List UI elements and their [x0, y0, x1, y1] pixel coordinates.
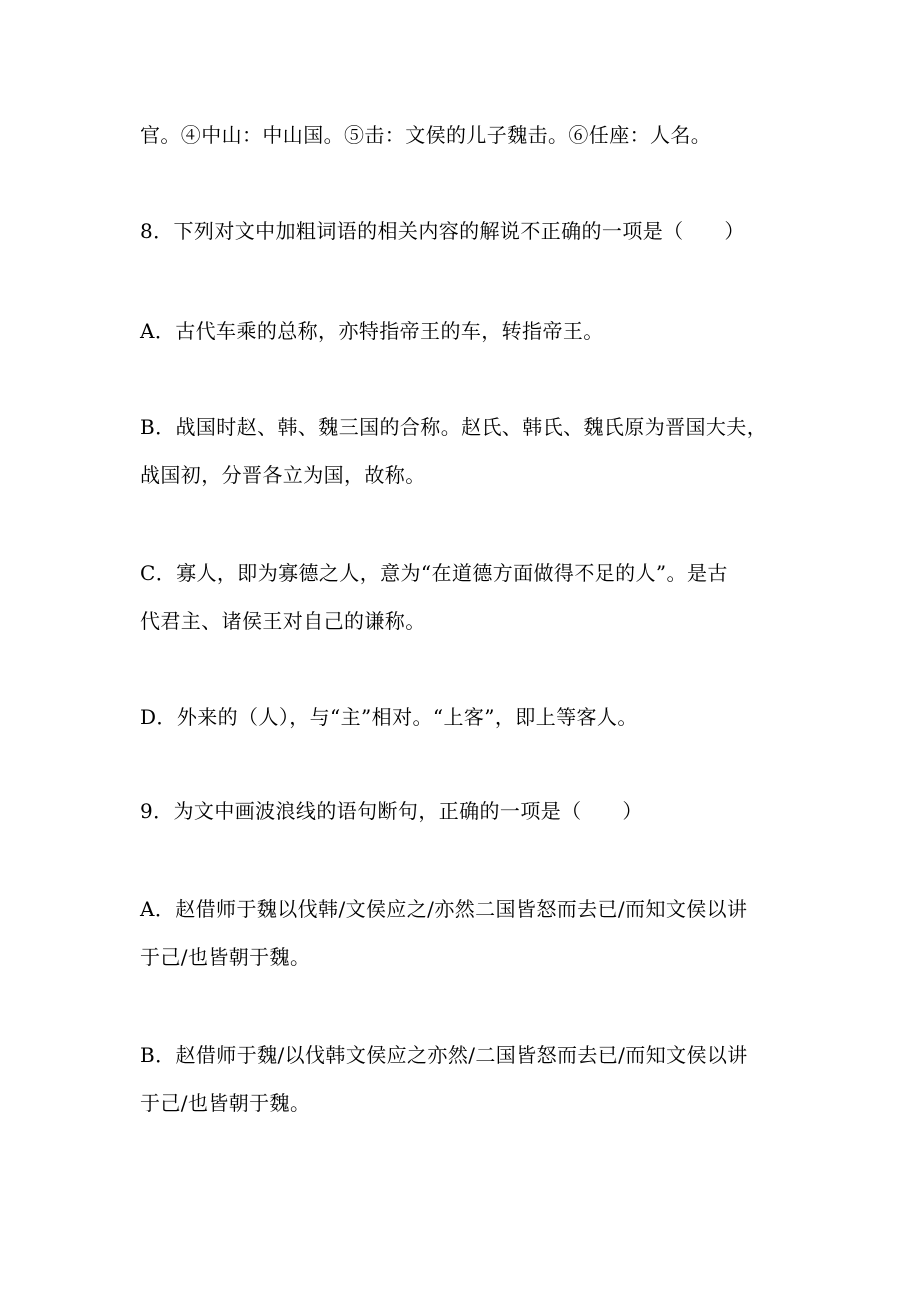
question-8-stem: 8．下列对文中加粗词语的相关内容的解说不正确的一项是（ ）	[140, 219, 745, 243]
question-8-option-c-line-1: C．寡人，即为寡德之人，意为“在道德方面做得不足的人”。是古	[140, 561, 728, 585]
question-9-option-a-line-2: 于己/也皆朝于魏。	[140, 945, 311, 969]
question-9-stem: 9．为文中画波浪线的语句断句，正确的一项是（ ）	[140, 799, 643, 823]
question-8-option-a: A．古代车乘的总称，亦特指帝王的车，转指帝王。	[140, 319, 604, 343]
question-8-option-d: D．外来的（人），与“主”相对。“上客”，即上等客人。	[140, 705, 638, 729]
question-9-option-b-line-1: B．赵借师于魏/以伐韩文侯应之亦然/二国皆怒而去已/而知文侯以讲	[140, 1043, 748, 1067]
footnote-continuation: 官。④中山：中山国。⑤击：文侯的儿子魏击。⑥任座：人名。	[140, 123, 712, 147]
question-8-option-b-line-2: 战国初，分晋各立为国，故称。	[140, 463, 426, 487]
question-9-option-a-line-1: A．赵借师于魏以伐韩/文侯应之/亦然二国皆怒而去已/而知文侯以讲	[140, 897, 748, 921]
question-9-option-b-line-2: 于己/也皆朝于魏。	[140, 1091, 311, 1115]
question-8-option-c-line-2: 代君主、诸侯王对自己的谦称。	[140, 609, 426, 633]
question-8-option-b-line-1: B．战国时赵、韩、魏三国的合称。赵氏、韩氏、魏氏原为晋国大夫，	[140, 415, 768, 439]
